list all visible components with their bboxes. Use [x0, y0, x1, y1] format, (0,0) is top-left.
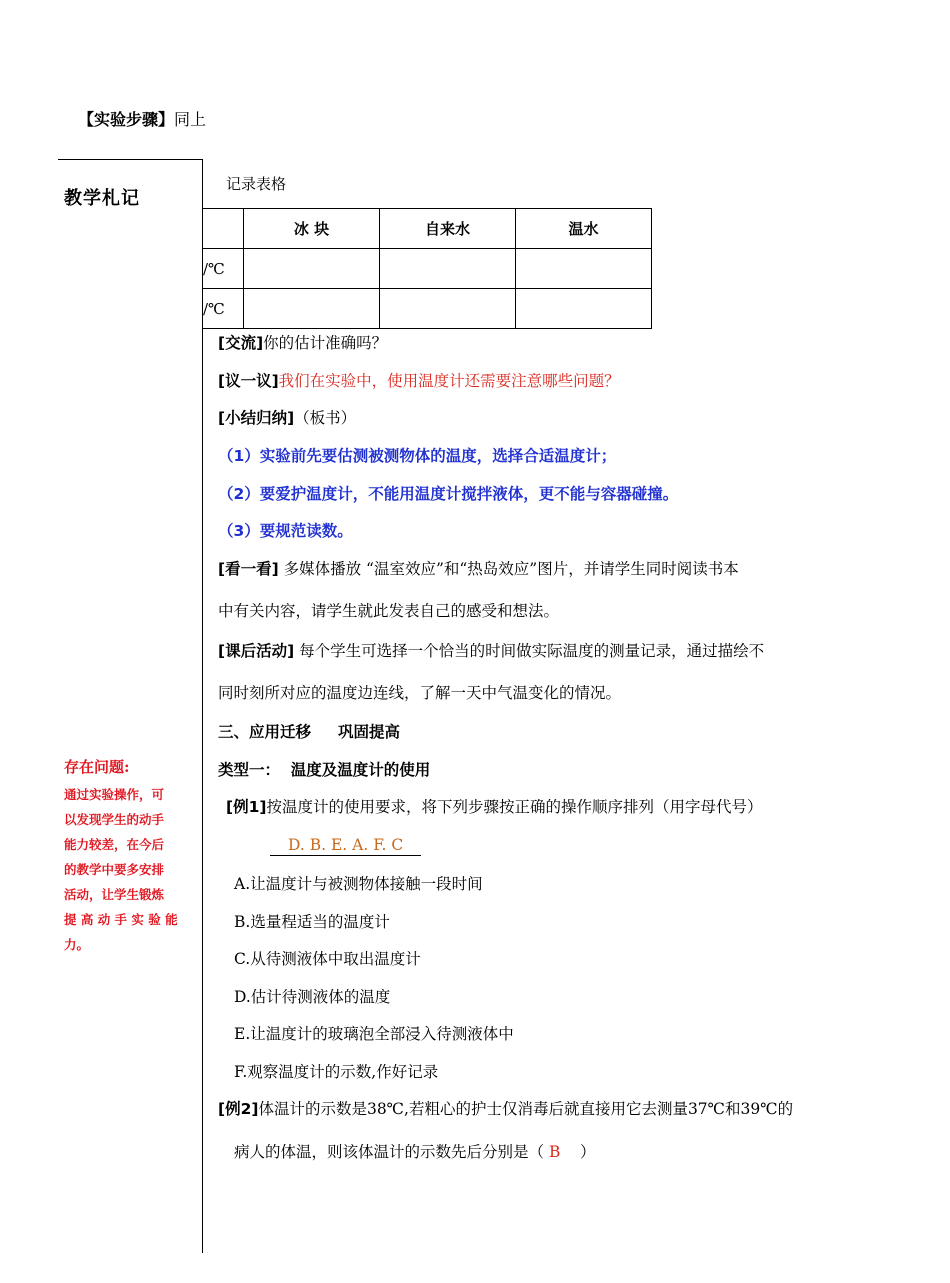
example1-text: 按温度计的使用要求，将下列步骤按正确的操作顺序排列（用字母代号） [266, 798, 763, 816]
exchange-paragraph [218, 333, 387, 353]
table-header-cell: 冰 块 [244, 209, 380, 249]
summary-label: [小结归纳] [218, 409, 295, 427]
table-header-row [203, 209, 652, 249]
after-class-text-line1: 每个学生可选择一个恰当的时间做实际温度的测量记录，通过描绘不 [294, 642, 765, 660]
option-f: F.观察温度计的示数,作好记录 [234, 1063, 439, 1081]
example2-line1 [218, 1099, 793, 1119]
table-cell [380, 289, 516, 329]
exchange-label: [交流] [218, 334, 264, 352]
example2-answer: B [548, 1143, 561, 1161]
table-cell [516, 289, 652, 329]
table-header-cell: 温水 [516, 209, 652, 249]
option-e: E.让温度计的玻璃泡全部浸入待测液体中 [234, 1025, 514, 1043]
record-table-caption: 记录表格 [226, 175, 287, 193]
issue-note-line: 活动，让学生锻炼 [64, 887, 165, 902]
summary-point-1: （1）实验前先要估测被测物体的温度，选择合适温度计； [218, 447, 617, 465]
look-text-line1: 多媒体播放 “温室效应”和“热岛效应”图片，并请学生同时阅读书本 [278, 560, 739, 578]
issue-note-line: 能力较差，在今后 [64, 837, 165, 852]
issue-note-line: 以发现学生的动手 [64, 812, 165, 827]
option-b: B.选量程适当的温度计 [234, 913, 390, 931]
table-row [203, 249, 652, 289]
example1-label: [例1] [226, 798, 267, 816]
exchange-text: 你的估计准确吗？ [263, 334, 388, 352]
type-heading: 类型一： 温度及温度计的使用 [218, 761, 431, 779]
summary-paragraph [218, 408, 356, 428]
record-table [203, 208, 652, 329]
after-class-paragraph-line1 [218, 641, 764, 661]
example2-closing: ） [560, 1143, 596, 1161]
section-heading: 三、应用迁移 巩固提高 [218, 723, 400, 741]
after-class-label: [课后活动] [218, 642, 295, 660]
experiment-steps-text: 同上 [174, 110, 207, 129]
issue-note-title: 存在问题: [64, 758, 130, 776]
experiment-steps-label: 【实验步骤】 [78, 110, 175, 129]
sidebar-top-rule [58, 159, 203, 160]
table-cell [244, 249, 380, 289]
example2-label: [例2] [218, 1100, 259, 1118]
table-cell [244, 289, 380, 329]
table-row [203, 289, 652, 329]
table-header-cell [203, 209, 244, 249]
experiment-steps-heading [78, 107, 206, 130]
after-class-text-line2: 同时刻所对应的温度边连线，了解一天中气温变化的情况。 [218, 684, 622, 702]
issue-note-line: 力。 [64, 937, 90, 952]
table-cell: /℃ [203, 249, 244, 289]
summary-text: （板书） [294, 409, 357, 427]
discuss-text: 我们在实验中，使用温度计还需要注意哪些问题？ [278, 372, 620, 390]
discuss-label: [议一议] [218, 372, 279, 390]
option-c: C.从待测液体中取出温度计 [234, 950, 421, 968]
option-a: A.让温度计与被测物体接触一段时间 [234, 875, 483, 893]
example1-answer-line [270, 835, 421, 856]
table-cell [516, 249, 652, 289]
issue-note-line: 提 高 动 手 实 验 能 [64, 912, 178, 927]
summary-point-3: （3）要规范读数。 [218, 522, 353, 540]
issue-note-line: 通过实验操作，可 [64, 787, 165, 802]
discuss-paragraph [218, 371, 620, 391]
sidebar-title: 教学札记 [64, 188, 140, 209]
look-paragraph-line1 [218, 559, 739, 579]
issue-note [64, 755, 194, 957]
table-cell: /℃ [203, 289, 244, 329]
look-text-line2: 中有关内容，请学生就此发表自己的感受和想法。 [218, 602, 560, 620]
example2-text-line1: 体温计的示数是38℃,若粗心的护士仅消毒后就直接用它去测量37℃和39℃的 [258, 1100, 794, 1118]
example2-text-line2: 病人的体温，则该体温计的示数先后分别是（ [234, 1143, 549, 1161]
table-cell [380, 249, 516, 289]
look-label: [看一看] [218, 560, 279, 578]
example1-question [226, 797, 762, 817]
option-d: D.估计待测液体的温度 [234, 988, 391, 1006]
issue-note-line: 的教学中要多安排 [64, 862, 165, 877]
summary-point-2: （2）要爱护温度计，不能用温度计搅拌液体，更不能与容器碰撞。 [218, 485, 679, 503]
example1-answer: D. B. E. A. F. C [270, 835, 421, 856]
example2-line2 [234, 1142, 596, 1162]
table-header-cell: 自来水 [380, 209, 516, 249]
